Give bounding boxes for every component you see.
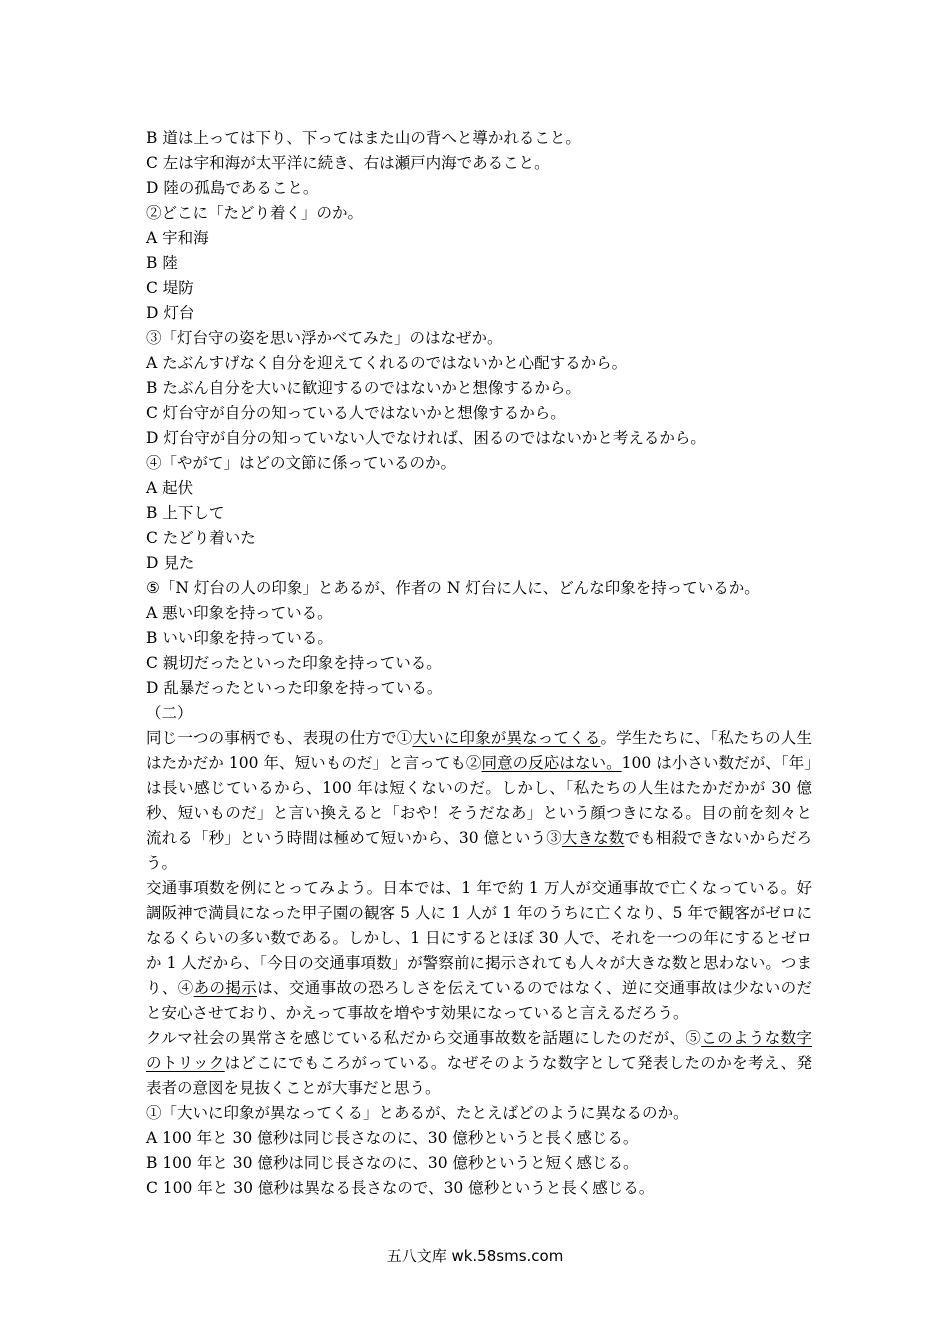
option-line: B 道は上っては下り、下ってはまた山の背へと導かれること。 — [146, 129, 581, 147]
option-line: B 100 年と 30 億秒は同じ長さなのに、30 億秒というと短く感じる。 — [146, 1154, 639, 1172]
underlined-phrase: あの掲示 — [193, 979, 258, 997]
text-run: 100 は小さい数だが、「年」は長い感じているから、100 年は短くないのだ。しかし、「私たちの人生はたかだかが 30 億秒、短いものだ」と言い換えると「おや！そうだなあ」という顔つきになる。目の前を刻々と流れる「秒」という時間は極めて短いから、30 億という③ — [146, 754, 812, 847]
underlined-phrase: 同意の反応はない。 — [481, 754, 622, 772]
footer-watermark: 五八文库 wk.58sms.com — [386, 1247, 564, 1265]
option-line: C 灯台守が自分の知っている人ではないかと想像するから。 — [146, 404, 566, 422]
text-run: でも相殺できないからだろう。 — [146, 829, 812, 872]
text-run: 。学生たちに、「私たちの人生はたかだか 100 年、短いものだ」と言っても② — [146, 729, 812, 772]
question-line: ⑤「N 灯台の人の印象」とあるが、作者の N 灯台に人に、どんな印象を持っているか。 — [146, 579, 760, 597]
underlined-phrase: 大きな数 — [561, 829, 625, 847]
option-line: A 起伏 — [146, 479, 194, 497]
option-line: A 100 年と 30 億秒は同じ長さなのに、30 億秒というと長く感じる。 — [146, 1129, 639, 1147]
section-heading: （二） — [146, 704, 193, 722]
text-run: クルマ社会の異常さを感じている私だから交通事故数を話題にしたのだが、⑤ — [146, 1029, 702, 1047]
option-line: C 堤防 — [146, 279, 194, 297]
option-line: D 陸の孤島であること。 — [146, 179, 319, 197]
option-line: B 上下して — [146, 504, 225, 522]
option-line: D 乱暴だったといった印象を持っている。 — [146, 679, 443, 697]
option-line: D 灯台 — [146, 304, 195, 322]
question-line: ④「やがて」はどの文節に係っているのか。 — [146, 454, 457, 472]
passage-paragraph-2 — [146, 876, 812, 1026]
document-body — [146, 126, 812, 1201]
passage-paragraph-1 — [146, 726, 812, 876]
option-line: C 100 年と 30 億秒は異なる長さなので、30 億秒というと長く感じる。 — [146, 1179, 655, 1197]
option-line: C 親切だったといった印象を持っている。 — [146, 654, 442, 672]
question-line: ③「灯台守の姿を思い浮かべてみた」のはなぜか。 — [146, 329, 503, 347]
text-run: 交通事項数を例にとってみよう。日本では、1 年で約 1 万人が交通事故で亡くなっている。好調阪神で満員になった甲子園の観客 5 人に 1 人が 1 年のうちに亡くなり、5 年で観客がゼロになるくらいの多い数である。しかし、1 日にするとほぼ 30 人で、それを一つの年にするとゼロか 1 人だから、「今日の交通事項数」が警察前に掲示されても人々が大きな数と思わない。つまり、④ — [146, 879, 813, 997]
option-line: B 陸 — [146, 254, 178, 272]
option-line: A たぶんすげなく自分を迎えてくれるのではないかと心配するから。 — [146, 354, 628, 372]
underlined-phrase: このような数字のトリック — [146, 1029, 812, 1072]
text-run: は、交通事故の恐ろしさを伝えているのではなく、逆に交通事故は少ないのだと安心させており、かえって事故を増やす効果になっていると言えるだろう。 — [146, 979, 812, 1022]
option-line: B たぶん自分を大いに歓迎するのではないかと想像するから。 — [146, 379, 581, 397]
option-line: D 灯台守が自分の知っていない人でなければ、困るのではないかと考えるから。 — [146, 429, 706, 447]
option-line: B いい印象を持っている。 — [146, 629, 333, 647]
text-run: はどこにでもころがっている。なぜそのような数字として発表したのかを考え、発表者の意図を見抜くことが大事だと思う。 — [146, 1054, 812, 1097]
question-line: ①「大いに印象が異なってくる」とあるが、たとえばどのように異なるのか。 — [146, 1104, 689, 1122]
option-line: C たどり着いた — [146, 529, 256, 547]
option-line: A 悪い印象を持っている。 — [146, 604, 333, 622]
text-run: 同じ一つの事柄でも、表現の仕方で① — [146, 729, 413, 747]
option-line: A 宇和海 — [146, 229, 209, 247]
underlined-phrase: 大いに印象が異なってくる — [412, 729, 601, 747]
passage-paragraph-3 — [146, 1026, 812, 1101]
question-line: ②どこに「たどり着く」のか。 — [146, 204, 364, 222]
option-line: C 左は宇和海が太平洋に続き、右は瀬戸内海であること。 — [146, 154, 550, 172]
option-line: D 見た — [146, 554, 195, 572]
